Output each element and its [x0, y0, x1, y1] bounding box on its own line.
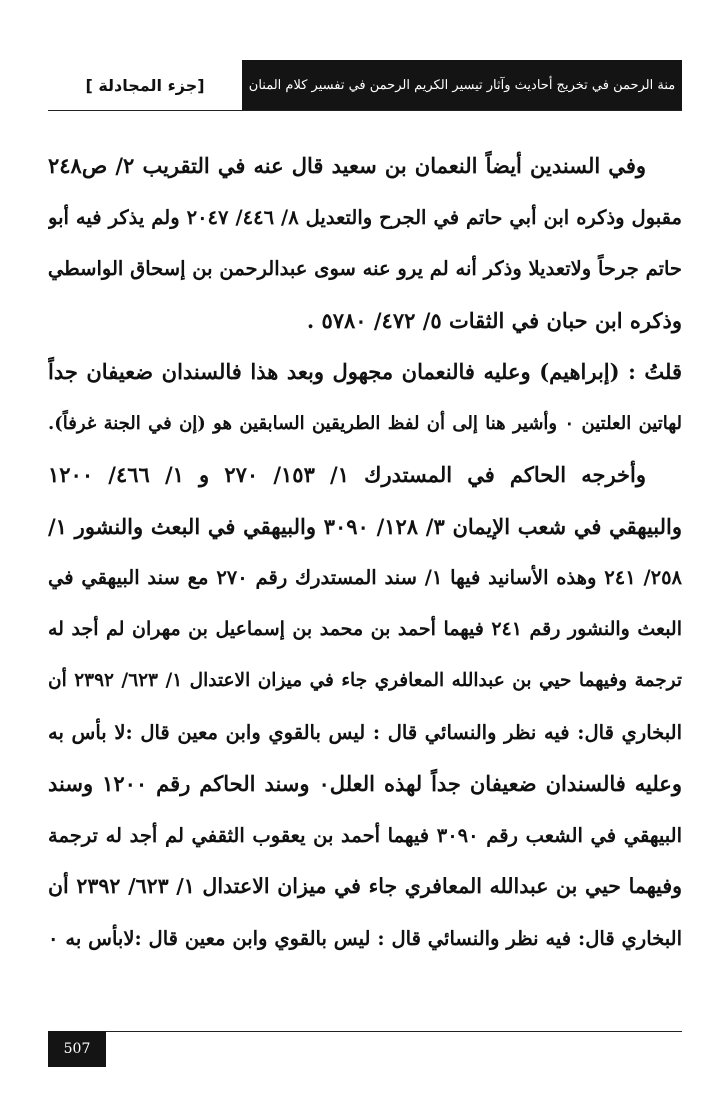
book-title-banner	[242, 60, 682, 110]
book-title: منة الرحمن في تخريج أحاديث وآثار تيسير الكريم الرحمن في تفسير كلام المنان	[248, 77, 676, 93]
text-line: البعث والنشور رقم ٢٤١ فيهما أحمد بن محمد بن إسماعيل بن مهران لم أجد له	[48, 617, 682, 640]
page-body	[48, 140, 682, 964]
text-line: وفي السندين أيضاً النعمان بن سعيد قال عنه في التقريب ٢/ ص٢٤٨	[48, 153, 646, 178]
text-line: حاتم جرحاً ولاتعديلا وذكر أنه لم يرو عنه سوى عبدالرحمن بن إسحاق الواسطي	[48, 257, 682, 280]
text-line: البخاري قال: فيه نظر والنسائي قال : ليس بالقوي وابن معين قال :لا بأس به	[48, 720, 682, 744]
section-label: [جزء المجادلة ]	[85, 75, 205, 95]
page-number-box	[48, 1031, 106, 1067]
text-line: مقبول وذكره ابن أبي حاتم في الجرح والتعديل ٨/ ٤٤٦/ ٢٠٤٧ ولم يذكر فيه أبو	[48, 205, 682, 229]
text-line: قلتُ : (إبراهيم) وعليه فالنعمان مجهول وبعد هذا فالسندان ضعيفان جداً	[48, 359, 682, 384]
text-line: البخاري قال: فيه نظر والنسائي قال : ليس بالقوي وابن معين قال :لابأس به ٠	[48, 926, 682, 950]
page-number: 507	[63, 1041, 91, 1057]
text-line: ترجمة وفيهما حيي بن عبدالله المعافري جاء في ميزان الاعتدال ١/ ٦٢٣/ ٢٣٩٢ أن	[48, 670, 682, 691]
text-line: وذكره ابن حبان في الثقات ٥/ ٤٧٢/ ٥٧٨٠ .	[306, 307, 682, 333]
text-line: البيهقي في الشعب رقم ٣٠٩٠ فيهما أحمد بن يعقوب الثقفي لم أجد له ترجمة	[48, 823, 682, 847]
footer-divider	[48, 1031, 682, 1032]
text-line: وأخرجه الحاكم في المستدرك ١/ ١٥٣/ ٢٧٠ و ١/ ٤٦٦/ ١٢٠٠	[48, 462, 647, 487]
text-line: ٢٥٨/ ٢٤١ وهذه الأسانيد فيها ١/ سند المستدرك رقم ٢٧٠ مع سند البيهقي في	[48, 566, 682, 589]
text-line: وفيهما حيي بن عبدالله المعافري جاء في ميزان الاعتدال ١/ ٦٢٣/ ٢٣٩٢ أن	[48, 874, 682, 898]
text-line: والبيهقي في شعب الإيمان ٣/ ١٢٨/ ٣٠٩٠ والبيهقي في البعث والنشور ١/	[48, 513, 682, 539]
text-line: لهاتين العلتين ٠ وأشير هنا إلى أن لفظ الطريقين السابقين هو (إن في الجنة غرفاً).	[48, 412, 682, 434]
header-divider	[48, 110, 682, 111]
text-line: وعليه فالسندان ضعيفان جداً لهذه العلل٠ وسند الحاكم رقم ١٢٠٠ وسند	[48, 771, 682, 796]
